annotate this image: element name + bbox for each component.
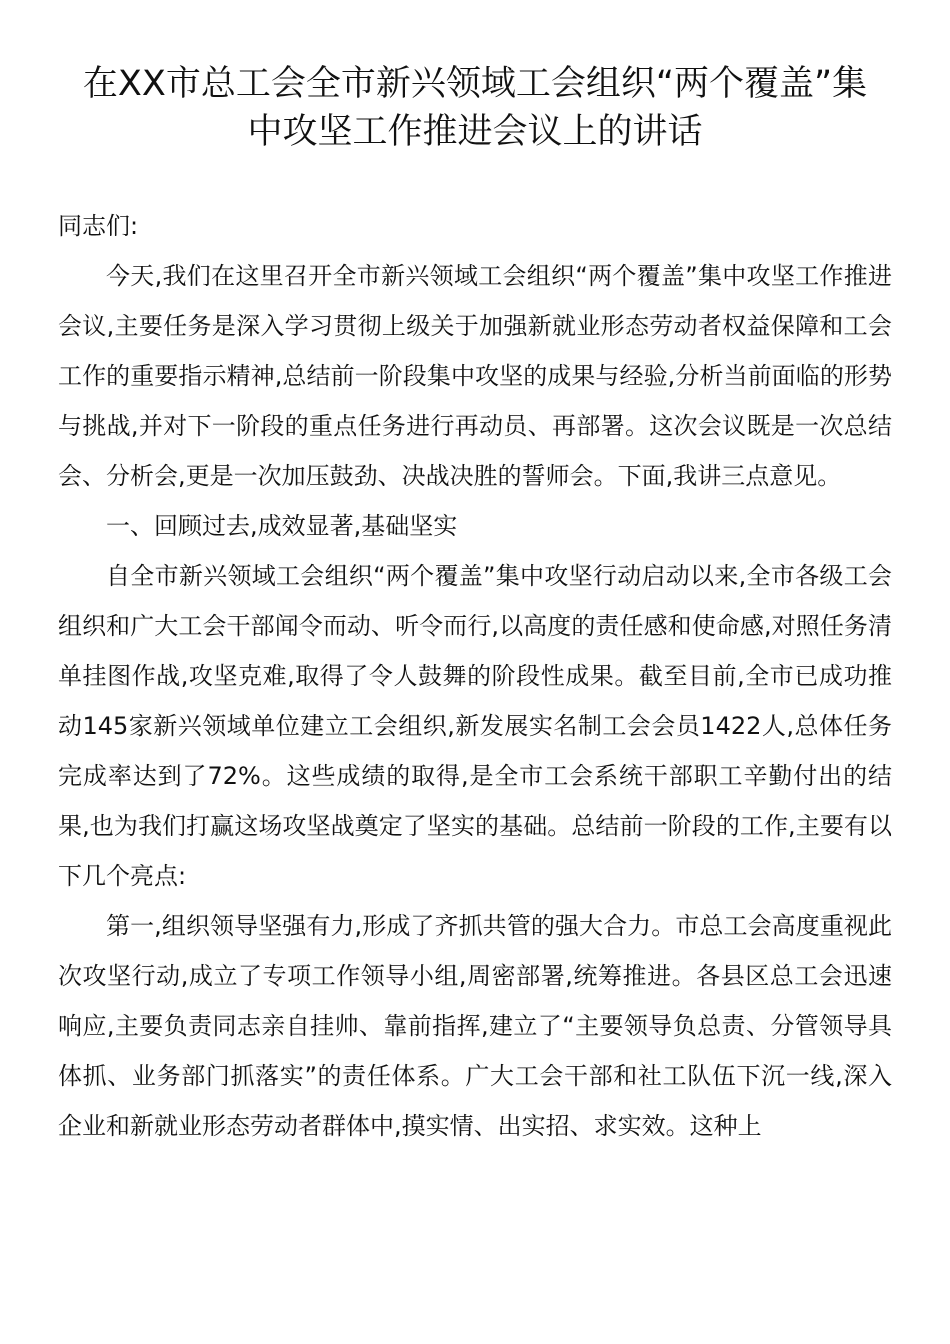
title-line-2: 中攻坚工作推进会议上的讲话 — [247, 112, 703, 152]
paragraph-opening: 今天,我们在这里召开全市新兴领域工会组织“两个覆盖”集中攻坚工作推进会议,主要任务是深入学习贯彻上级关于加强新就业形态劳动者权益保障和工会工作的重要指示精神,总结前一阶段集中攻坚的成果与经验,分析当前面临的形势与挑战,并对下一阶段的重点任务进行再动员、再部署。这次会议既是一次总结会、分析会,更是一次加压鼓劲、决战决胜的誓师会。下面,我讲三点意见。 — [58, 262, 892, 490]
salutation: 同志们: — [58, 212, 139, 240]
document-title — [58, 60, 892, 156]
section-heading-1: 一、回顾过去,成效显著,基础坚实 — [106, 512, 458, 540]
paragraph-first-point: 第一,组织领导坚强有力,形成了齐抓共管的强大合力。市总工会高度重视此次攻坚行动,成立了专项工作领导小组,周密部署,统筹推进。各县区总工会迅速响应,主要负责同志亲自挂帅、靠前指挥,建立了“主要领导负总责、分管领导具体抓、业务部门抓落实”的责任体系。广大工会干部和社工队伍下沉一线,深入企业和新就业形态劳动者群体中,摸实情、出实招、求实效。这种上 — [58, 912, 892, 1140]
paragraph-achievements: 自全市新兴领域工会组织“两个覆盖”集中攻坚行动启动以来,全市各级工会组织和广大工会干部闻令而动、听令而行,以高度的责任感和使命感,对照任务清单挂图作战,攻坚克难,取得了令人鼓舞的阶段性成果。截至目前,全市已成功推动145家新兴领域单位建立工会组织,新发展实名制工会会员1422人,总体任务完成率达到了72%。这些成绩的取得,是全市工会系统干部职工辛勤付出的结果,也为我们打赢这场攻坚战奠定了坚实的基础。总结前一阶段的工作,主要有以下几个亮点: — [58, 562, 892, 890]
title-line-1: 在XX市总工会全市新兴领域工会组织“两个覆盖”集 — [82, 64, 868, 104]
document-body — [58, 201, 892, 1151]
